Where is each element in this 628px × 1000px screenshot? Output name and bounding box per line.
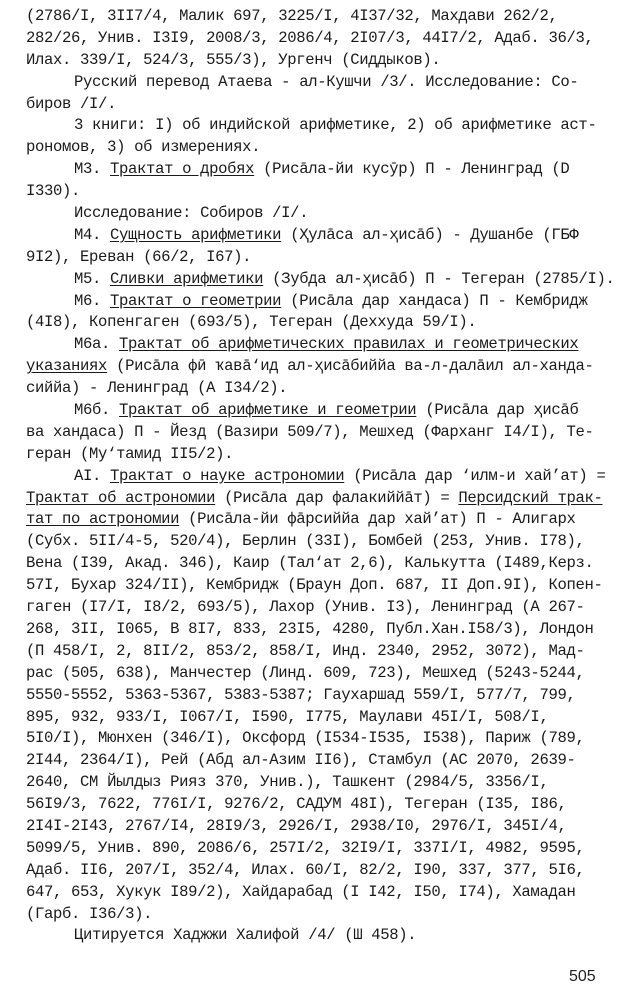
text-segment: (4I8), Копенгаген (693/5), Тегеран (Деххуда 59/I). [26, 313, 477, 332]
text-segment: рас (505, 638), Манчестер (Линд. 609, 723), Мешхед (5243-5244, [26, 663, 585, 682]
text-line [26, 794, 626, 816]
text-segment: гаген (I7/I, I8/2, 693/5), Лахор (Унив. I3), Ленинград (А 267- [26, 598, 585, 617]
underlined-title: Сливки арифметики [110, 269, 264, 288]
text-segment: (Рисāла дар фалакиййāт) = [215, 488, 459, 507]
underlined-title: Трактат о геометрии [110, 291, 282, 310]
underlined-title: Трактат о дробях [110, 160, 255, 179]
text-segment: геран (Му‘тамид II5/2). [26, 444, 234, 463]
text-line [26, 291, 626, 313]
text-line [26, 685, 626, 707]
text-line [26, 838, 626, 860]
text-segment: 5099/5, Унив. 890, 2086/6, 257I/2, 32I9/I, 337I/I, 4982, 9595, [26, 838, 585, 857]
text-line [26, 444, 626, 466]
text-line [26, 466, 626, 488]
text-line [26, 159, 626, 181]
text-line [26, 400, 626, 422]
text-line [26, 597, 626, 619]
underlined-title: Трактат об арифметике и геометрии [119, 401, 417, 420]
text-line [26, 50, 626, 72]
text-line [26, 575, 626, 597]
text-line [26, 553, 626, 575]
text-segment: 895, 932, 933/I, I067/I, I590, I775, Маулави 45I/I, 508/I, [26, 707, 549, 726]
text-line [26, 181, 626, 203]
text-line [26, 904, 626, 926]
text-segment: (Гарб. I36/3). [26, 904, 153, 923]
text-segment: (Рисāла дар ҳисāб [416, 401, 579, 420]
text-line [26, 94, 626, 116]
text-segment: (П 458/I, 2, 8II/2, 853/2, 858/I, Инд. 2340, 2952, 3072), Мад- [26, 641, 585, 660]
text-line [26, 203, 626, 225]
document-page [26, 6, 626, 947]
text-line [26, 28, 626, 50]
text-segment: (Рисāла дар ‘илм-и хай’ат) = [344, 466, 606, 485]
text-segment: М5. [74, 269, 111, 288]
text-segment: 268, 3II, I065, В 8I7, 833, 23I5, 4280, Публ.Хан.I58/3), Лондон [26, 619, 594, 638]
text-segment: 5I0/I), Мюнхен (346/I), Оксфорд (I534-I535, I538), Париж (789, [26, 729, 585, 748]
text-line [26, 488, 626, 510]
text-segment: Адаб. II6, 207/I, 352/4, Илах. 60/I, 82/2, I90, 337, 377, 5I6, [26, 860, 585, 879]
text-segment: 5550-5552, 5363-5367, 5383-5387; Гаухаршад 559/I, 577/7, 799, [26, 685, 576, 704]
text-line [26, 925, 626, 947]
text-segment: (Рисāла дар хандаса) П - Кембридж [281, 291, 588, 310]
text-segment: I330). [26, 182, 81, 201]
text-line [26, 728, 626, 750]
text-line [26, 269, 626, 291]
text-segment: М6. [74, 291, 111, 310]
text-segment: 2I44, 2364/I), Рей (Абд ал-Азим II6), Стамбул (АС 2070, 2639- [26, 751, 576, 770]
text-segment: М3. [74, 160, 111, 179]
text-line [26, 509, 626, 531]
text-segment: Илах. 339/I, 524/3, 555/3), Ургенч (Сиддыков). [26, 50, 441, 69]
text-segment: (Субх. 5II/4-5, 520/4), Берлин (33I), Бомбей (253, Унив. I78), [26, 532, 585, 551]
text-line [26, 334, 626, 356]
text-segment: М6б. [74, 401, 120, 420]
text-line [26, 663, 626, 685]
text-line [26, 619, 626, 641]
text-segment: 57I, Бухар 324/II), Кембридж (Браун Доп. 687, II Доп.9I), Копен- [26, 576, 603, 595]
text-segment: биров /I/. [26, 94, 117, 113]
text-line [26, 72, 626, 94]
underlined-title: указаниях [26, 357, 108, 376]
text-line [26, 247, 626, 269]
text-segment: Исследование: Собиров /I/. [74, 204, 309, 223]
text-segment: М6а. [74, 335, 120, 354]
text-segment: рономов, 3) об измерениях. [26, 138, 261, 157]
text-line [26, 707, 626, 729]
text-segment: Цитируется Хаджжи Халифой /4/ (Ш 458). [74, 926, 417, 945]
text-segment: (Рисāла фӣ ҡавā‘ид ал-ҳисāбиййа ва-л-далāил ал-ханда- [107, 357, 594, 376]
text-segment: 2I4I-2I43, 2767/I4, 28I9/3, 2926/I, 2938/I0, 2976/I, 345I/4, [26, 816, 567, 835]
page-number: 505 [569, 968, 596, 985]
text-line [26, 750, 626, 772]
text-line [26, 816, 626, 838]
text-line [26, 137, 626, 159]
text-segment: (Зубда ал-ҳисāб) П - Тегеран (2785/I). [263, 269, 615, 288]
underlined-title: Трактат о науке астрономии [110, 466, 345, 485]
text-segment: сиййа) - Ленинград (А I34/2). [26, 379, 288, 398]
text-line [26, 531, 626, 553]
text-segment: Русский перевод Атаева - ал-Кушчи /3/. Исследование: Со- [74, 72, 579, 91]
text-segment: 3 книги: I) об индийской арифметике, 2) об арифметике аст- [74, 116, 597, 135]
text-segment: 9I2), Ереван (66/2, I67). [26, 247, 252, 266]
underlined-title: Персидский трак- [458, 488, 603, 507]
text-segment: (2786/I, 3II7/4, Малик 697, 3225/I, 4I37/32, Махдави 262/2, [26, 7, 558, 25]
underlined-title: Сущность арифметики [110, 225, 282, 244]
text-segment: 282/26, Унив. I3I9, 2008/3, 2086/4, 2I07/3, 44I7/2, Адаб. 36/3, [26, 28, 594, 47]
text-segment: ва хандаса) П - Йезд (Вазири 509/7), Мешхед (Фарханг I4/I), Те- [26, 422, 594, 441]
underlined-title: Трактат об астрономии [26, 488, 216, 507]
text-line [26, 882, 626, 904]
text-line [26, 860, 626, 882]
text-line [26, 772, 626, 794]
text-line [26, 356, 626, 378]
text-line [26, 115, 626, 137]
text-line [26, 378, 626, 400]
text-line [26, 422, 626, 444]
text-line [26, 225, 626, 247]
text-line [26, 312, 626, 334]
text-segment: АI. [74, 466, 111, 485]
text-line [26, 6, 626, 28]
text-segment: (Рисāла-йи фāрсиййа дар хай’ат) П - Алигарх [179, 510, 576, 529]
underlined-title: тат по астрономии [26, 510, 180, 529]
text-segment: 647, 653, Хукук I89/2), Хайдарабад (I I42, I50, I74), Хамадан [26, 882, 576, 901]
text-segment: 2640, СМ Йылдыз Рияз 370, Унив.), Ташкент (2984/5, 3356/I, [26, 773, 549, 792]
text-segment: (Ҳулāса ал-ҳисāб) - Душанбе (ГБФ [281, 225, 579, 244]
text-segment: (Рисāла-йи кусӯр) П - Ленинград (D [254, 160, 570, 179]
text-segment: Вена (I39, Акад. 346), Каир (Тал‘ат 2,6), Калькутта (I489,Керз. [26, 554, 594, 573]
underlined-title: Трактат об арифметических правилах и геометрических [119, 335, 579, 354]
text-segment: 56I9/3, 7622, 776I/I, 9276/2, САДУМ 48I), Тегеран (I35, I86, [26, 795, 567, 814]
text-segment: М4. [74, 225, 111, 244]
text-line [26, 641, 626, 663]
